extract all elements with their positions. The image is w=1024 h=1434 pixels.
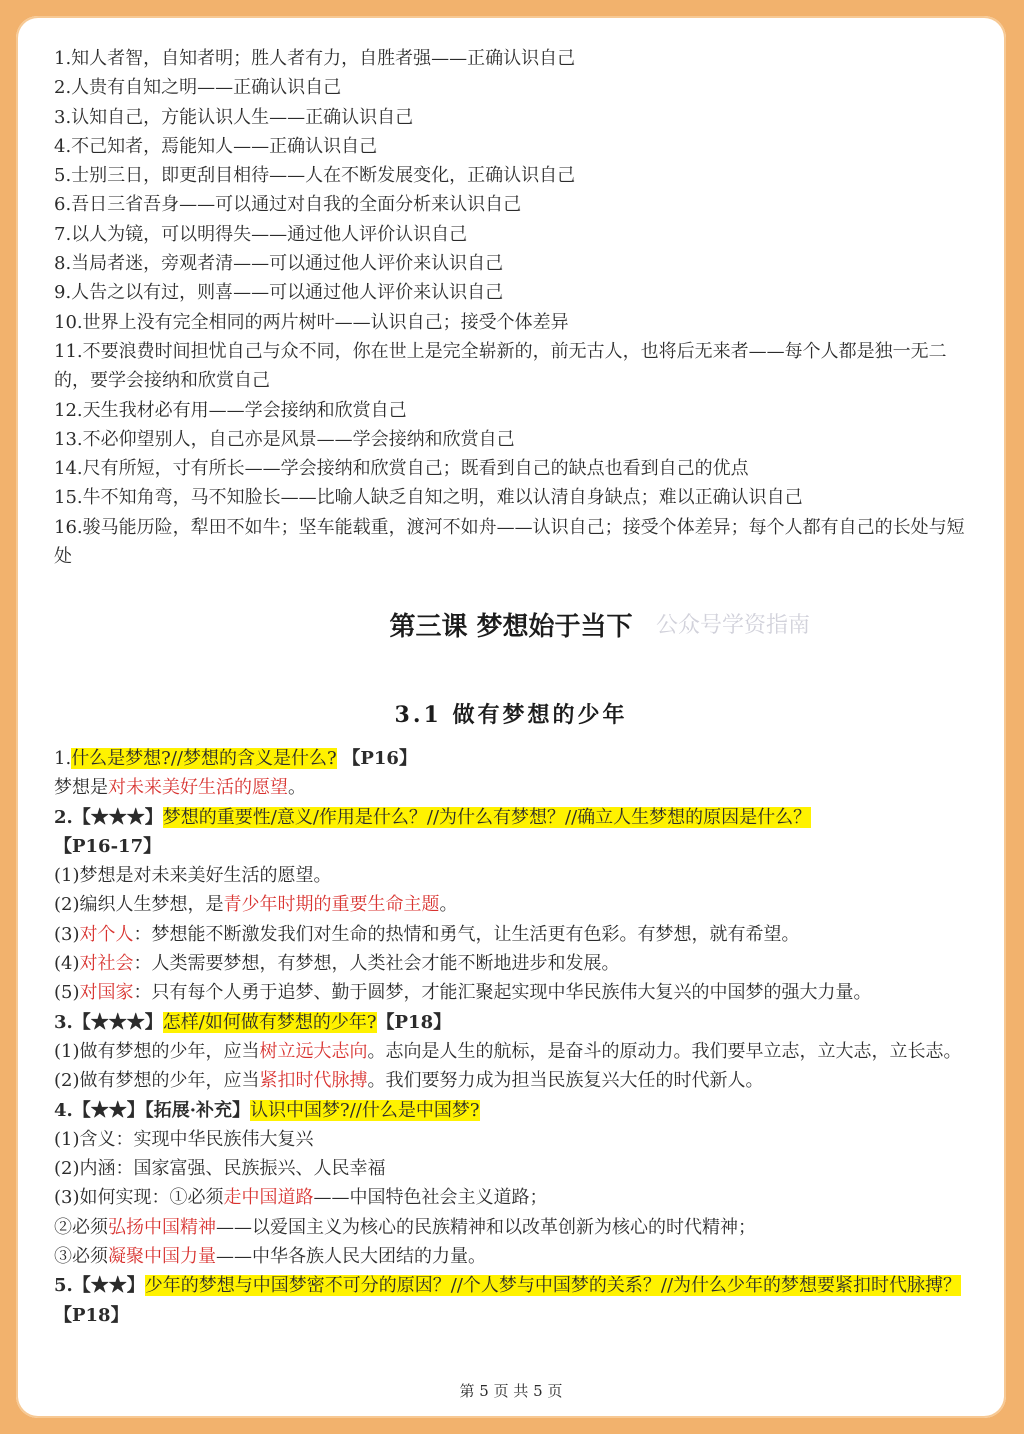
answer-point [54, 1037, 974, 1066]
answer-text: (4) [54, 953, 80, 975]
answer-point: (2)内涵：国家富强、民族振兴、人民幸福 [54, 1158, 386, 1180]
lesson-title: 第三课 梦想始于当下 [389, 612, 633, 642]
answer-point [54, 1066, 974, 1095]
list-item: 4.不己知者，焉能知人——正确认识自己 [54, 135, 378, 157]
question-5 [54, 1271, 974, 1330]
answer-point: (1)梦想是对未来美好生活的愿望。 [54, 865, 332, 887]
answer-text: (2)做有梦想的少年，应当 [54, 1070, 260, 1092]
key-phrase: 弘扬中国精神 [108, 1216, 216, 1238]
question-3 [54, 1008, 974, 1037]
answer-point [54, 1242, 974, 1271]
answer-text: (3) [54, 923, 80, 945]
list-item: 6.吾日三省吾身——可以通过对自我的全面分析来认识自己 [54, 194, 522, 216]
key-phrase: 凝聚中国力量 [108, 1246, 216, 1268]
list-item: 2.人贵有自知之明——正确认识自己 [54, 77, 342, 99]
answer-point [54, 1183, 974, 1212]
list-item: 9.人告之以有过，则喜——可以通过他人评价来认识自己 [54, 282, 504, 304]
list-item: 15.牛不知角弯，马不知脸长——比喻人缺乏自知之明，难以认清自身缺点；难以正确认识自己 [54, 487, 803, 509]
answer-text: ——以爱国主义为核心的民族精神和以改革创新为核心的时代精神； [216, 1216, 756, 1238]
question-text: 少年的梦想与中国梦密不可分的原因？//个人梦与中国梦的关系？//为什么少年的梦想要紧扣时代脉搏？ [144, 1275, 962, 1297]
list-item: 8.当局者迷，旁观者清——可以通过他人评价来认识自己 [54, 253, 504, 275]
qa-section [54, 744, 974, 1330]
list-item: 14.尺有所短，寸有所长——学会接纳和欣赏自己；既看到自己的缺点也看到自己的优点 [54, 458, 749, 480]
question-1 [54, 744, 974, 773]
answer-text: ——中国特色社会主义道路； [313, 1187, 548, 1209]
list-item: 10.世界上没有完全相同的两片树叶——认识自己；接受个体差异 [54, 311, 569, 333]
answer-point: (1)含义：实现中华民族伟大复兴 [54, 1128, 314, 1150]
list-item: 1.知人者智，自知者明；胜人者有力，自胜者强——正确认识自己 [54, 48, 576, 69]
answer-text: ②必须 [54, 1216, 108, 1238]
key-phrase: 对社会 [79, 953, 134, 975]
page-ref: 【P18】 [376, 1011, 452, 1033]
page-ref: 【P16-17】 [54, 835, 162, 857]
question-number: 3.【★★★】 [54, 1011, 163, 1033]
question-text: 梦想的重要性/意义/作用是什么？//为什么有梦想？//确立人生梦想的原因是什么？ [162, 806, 812, 828]
list-item: 16.骏马能历险，犁田不如牛；坚车能载重，渡河不如舟——认识自己；接受个体差异；每个人都有自己的长处与短处 [54, 516, 965, 568]
answer-text: 。我们要努力成为担当民族复兴大任的时代新人。 [367, 1070, 764, 1092]
answer-point [54, 920, 974, 949]
answer-text: (5) [54, 982, 80, 1004]
list-item: 5.士别三日，即更刮目相待——人在不断发展变化，正确认识自己 [54, 165, 576, 187]
list-item: 3.认知自己，方能认识人生——正确认识自己 [54, 106, 414, 128]
question-text: 认识中国梦?//什么是中国梦? [250, 1099, 480, 1121]
answer-text: ③必须 [54, 1246, 108, 1268]
list-item: 11.不要浪费时间担忧自己与众不同，你在世上是完全崭新的，前无古人，也将后无来者——每个人都是独一无二的，要学会接纳和欣赏自己 [54, 340, 947, 392]
question-number: 4.【★★】【拓展·补充】 [54, 1099, 251, 1121]
question-text: 什么是梦想?//梦想的含义是什么? [71, 748, 337, 769]
page-footer: 第 5 页 共 5 页 [459, 1382, 563, 1400]
answer-text: 。 [439, 894, 458, 916]
key-phrase: 树立远大志向 [259, 1040, 368, 1062]
answer-1 [54, 773, 974, 802]
answer-point [54, 949, 974, 978]
proverb-list [54, 44, 974, 571]
answer-text: ——中华各族人民大团结的力量。 [216, 1246, 486, 1268]
watermark: 公众号学资指南 [656, 613, 811, 638]
answer-text: 。 [288, 777, 306, 799]
key-phrase: 对未来美好生活的愿望 [108, 777, 288, 799]
answer-text: (3)如何实现：①必须 [54, 1187, 224, 1209]
answer-text: (1)做有梦想的少年，应当 [54, 1040, 260, 1062]
answer-point [54, 1213, 974, 1242]
answer-text: ：梦想能不断激发我们对生命的热情和勇气，让生活更有色彩。有梦想，就有希望。 [133, 923, 800, 945]
list-item: 7.以人为镜，可以明得失——通过他人评价认识自己 [54, 223, 468, 245]
question-number: 2.【★★★】 [54, 806, 163, 828]
question-4 [54, 1096, 974, 1125]
answer-text: ：人类需要梦想，有梦想，人类社会才能不断地进步和发展。 [133, 953, 620, 975]
page-ref: 【P18】 [54, 1304, 129, 1326]
key-phrase: 对个人 [79, 923, 134, 945]
answer-text: ：只有每个人勇于追梦、勤于圆梦，才能汇聚起实现中华民族伟大复兴的中国梦的强大力量。 [133, 982, 872, 1004]
answer-text: 梦想是 [54, 777, 108, 799]
key-phrase: 青少年时期的重要生命主题 [223, 894, 440, 916]
question-number: 5.【★★】 [54, 1275, 145, 1297]
answer-point [54, 890, 974, 919]
question-text: 怎样/如何做有梦想的少年? [162, 1011, 377, 1033]
answer-text: 。志向是人生的航标，是奋斗的原动力。我们要早立志，立大志，立长志。 [367, 1040, 962, 1062]
answer-point [54, 978, 974, 1007]
page-sheet [16, 16, 1006, 1418]
key-phrase: 紧扣时代脉搏 [259, 1070, 368, 1092]
key-phrase: 对国家 [79, 982, 134, 1004]
question-number: 1. [54, 748, 72, 769]
page-ref: 【P16】 [342, 748, 417, 769]
answer-text: (2)编织人生梦想，是 [54, 894, 224, 916]
section-title: 3.1 做有梦想的少年 [394, 702, 628, 728]
key-phrase: 走中国道路 [223, 1187, 314, 1209]
list-item: 12.天生我材必有用——学会接纳和欣赏自己 [54, 399, 407, 421]
question-2 [54, 803, 974, 832]
list-item: 13.不必仰望别人，自己亦是风景——学会接纳和欣赏自己 [54, 428, 515, 450]
